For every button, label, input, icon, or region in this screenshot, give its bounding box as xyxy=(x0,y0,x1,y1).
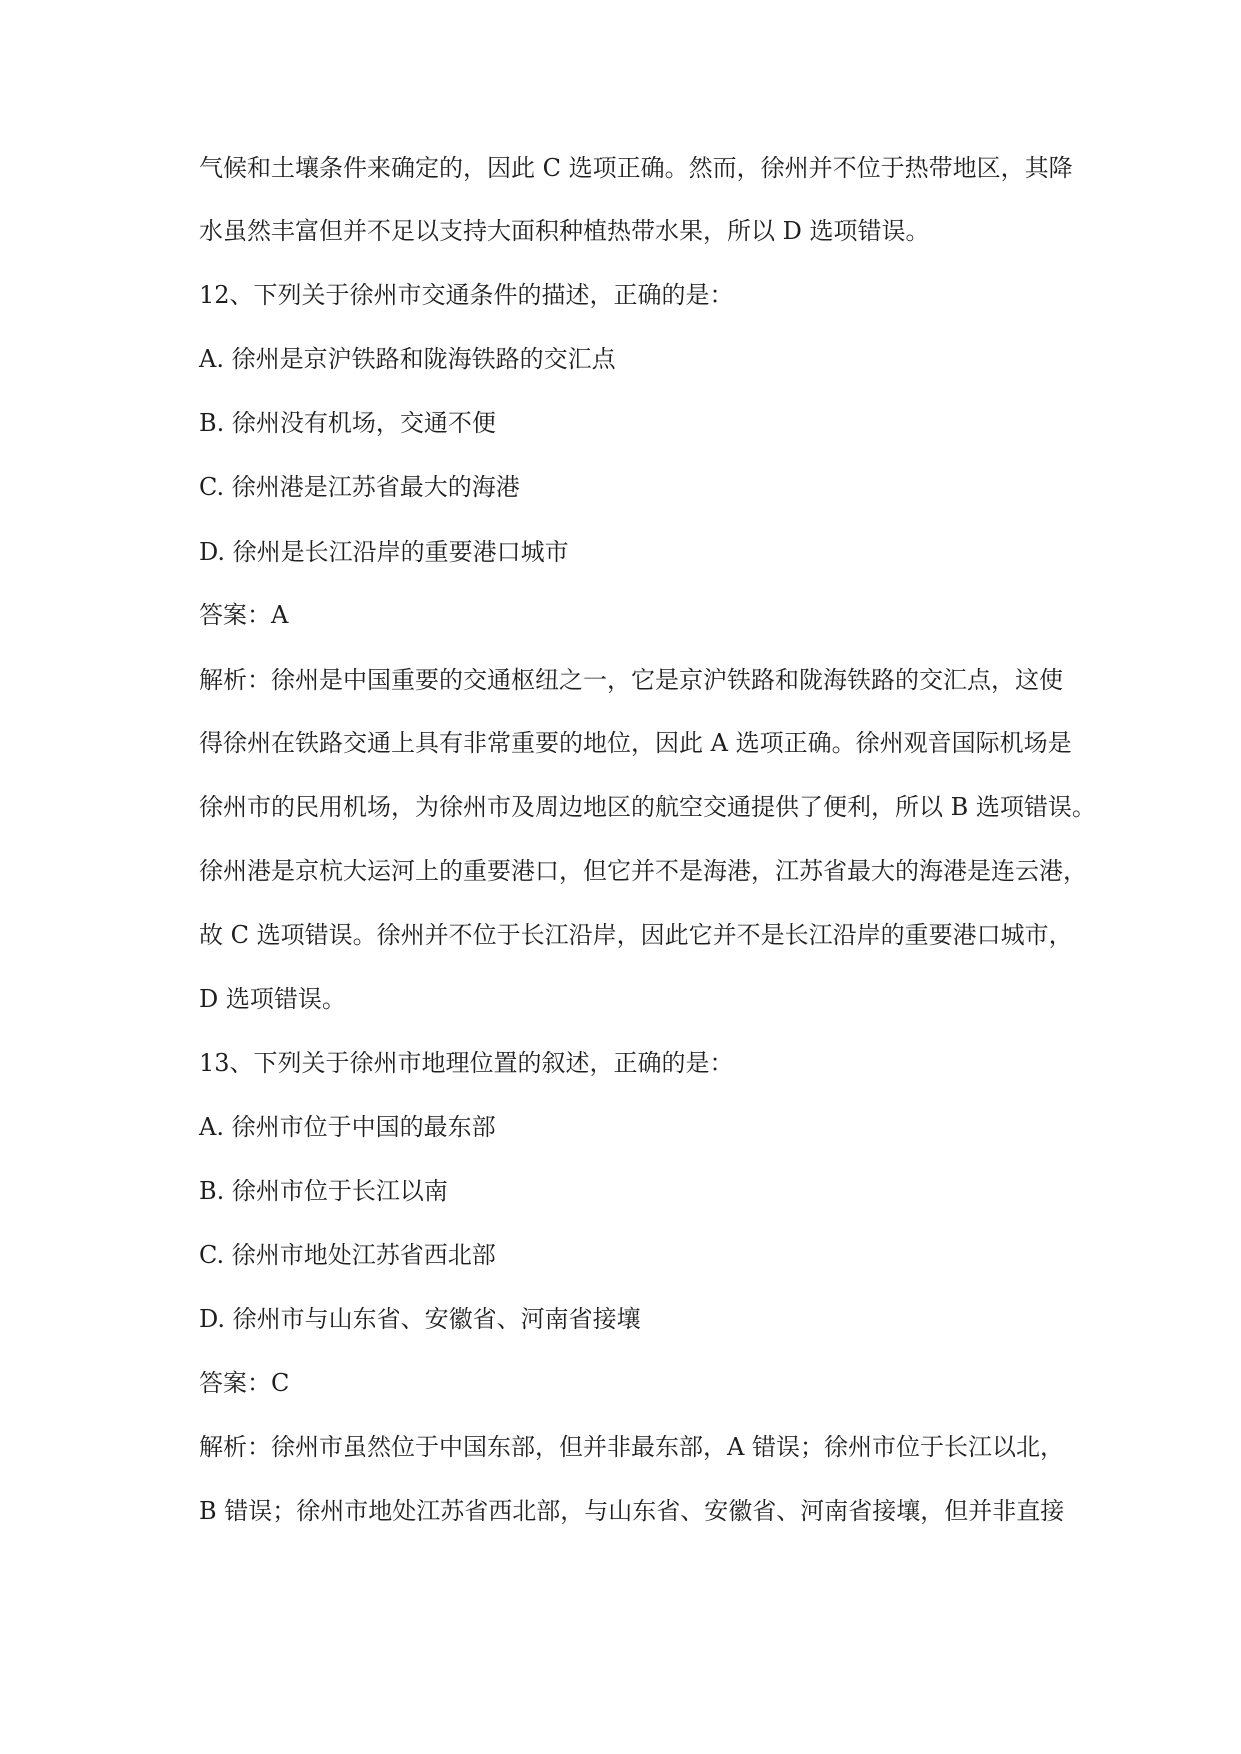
question-12-explanation-line: 徐州港是京杭大运河上的重要港口，但它并不是海港，江苏省最大的海港是连云港， xyxy=(199,857,1087,885)
question-13-option-d: D. 徐州市与山东省、安徽省、河南省接壤 xyxy=(199,1305,641,1333)
question-12-explanation-line: D 选项错误。 xyxy=(199,985,346,1013)
question-13-option-b: B. 徐州市位于长江以南 xyxy=(199,1177,448,1205)
question-13-answer: 答案：C xyxy=(199,1369,290,1397)
paragraph-line: 气候和土壤条件来确定的，因此 C 选项正确。然而，徐州并不位于热带地区，其降 xyxy=(199,154,1073,182)
question-13-explanation-line: B 错误；徐州市地处江苏省西北部，与山东省、安徽省、河南省接壤，但并非直接 xyxy=(199,1497,1065,1525)
question-12-explanation-line: 徐州市的民用机场，为徐州市及周边地区的航空交通提供了便利，所以 B 选项错误。 xyxy=(199,793,1096,821)
question-13-explanation-line: 解析：徐州市虽然位于中国东部，但并非最东部，A 错误；徐州市位于长江以北， xyxy=(199,1433,1064,1461)
question-12-option-d: D. 徐州是长江沿岸的重要港口城市 xyxy=(199,538,569,566)
question-12-explanation-line: 解析：徐州是中国重要的交通枢纽之一，它是京沪铁路和陇海铁路的交汇点，这使 xyxy=(199,666,1063,694)
question-12-option-b: B. 徐州没有机场，交通不便 xyxy=(199,409,496,437)
question-12-option-a: A. 徐州是京沪铁路和陇海铁路的交汇点 xyxy=(199,345,616,373)
question-12-stem: 12、下列关于徐州市交通条件的描述，正确的是： xyxy=(199,281,734,309)
question-13-stem: 13、下列关于徐州市地理位置的叙述，正确的是： xyxy=(199,1049,734,1077)
question-12-explanation-line: 故 C 选项错误。徐州并不位于长江沿岸，因此它并不是长江沿岸的重要港口城市， xyxy=(199,921,1073,949)
question-12-explanation-line: 得徐州在铁路交通上具有非常重要的地位，因此 A 选项正确。徐州观音国际机场是 xyxy=(199,729,1072,757)
question-12-option-c: C. 徐州港是江苏省最大的海港 xyxy=(199,473,520,501)
question-13-option-c: C. 徐州市地处江苏省西北部 xyxy=(199,1241,496,1269)
paragraph-line: 水虽然丰富但并不足以支持大面积种植热带水果，所以 D 选项错误。 xyxy=(199,217,930,245)
question-13-option-a: A. 徐州市位于中国的最东部 xyxy=(199,1113,496,1141)
question-12-answer: 答案：A xyxy=(199,601,289,629)
